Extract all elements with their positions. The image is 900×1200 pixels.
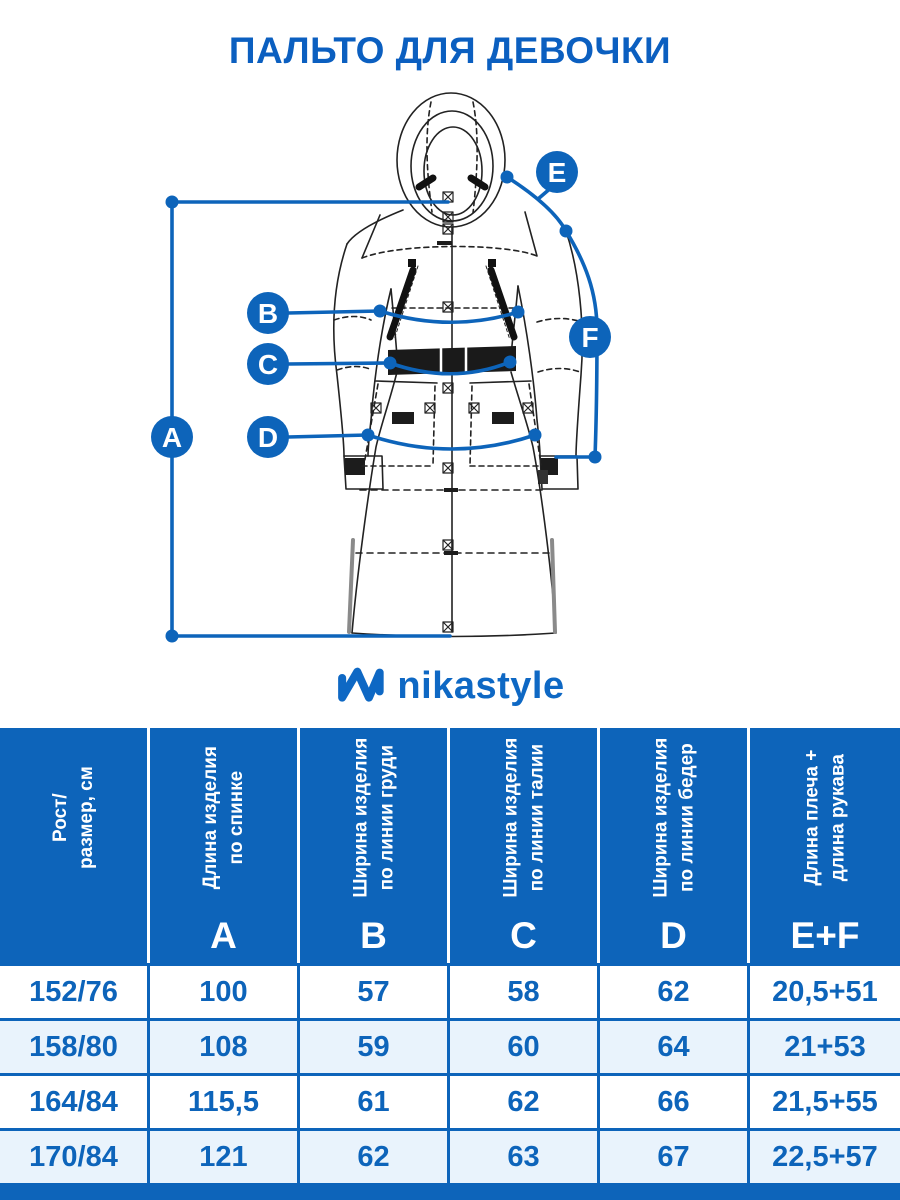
brand-logo-icon [335,662,385,710]
table-row [0,1018,900,1073]
badge-letter-E: E [547,157,567,188]
badge-letter-C: C [257,349,279,380]
header-text: по линии груди [375,744,397,891]
measure-D [288,429,542,450]
badge-letter-D: D [257,422,279,453]
cell-size: 170/84 [0,1131,150,1183]
size-table [0,728,900,1200]
cell-c: 58 [450,966,600,1018]
coat-measurement-diagram [0,80,900,655]
page-title: ПАЛЬТО ДЛЯ ДЕВОЧКИ [228,30,672,71]
cell-size: 164/84 [0,1076,150,1128]
header-letter: C [510,915,537,956]
table-row [0,1128,900,1183]
cell-c: 63 [450,1131,600,1183]
cell-b: 61 [300,1076,450,1128]
table-row [0,963,900,1018]
header-cell-D [600,728,750,963]
header-text: длина рукава [827,753,848,882]
cell-c: 60 [450,1021,600,1073]
waist-belt [388,346,516,375]
header-cell-A [150,728,300,963]
cell-b: 62 [300,1131,450,1183]
header-text: по линии бедер [675,743,697,892]
cell-ef: 21,5+55 [772,1085,878,1118]
header-text: по спинке [225,770,247,865]
cell-ef: 22,5+57 [772,1140,878,1173]
cell-a: 100 [150,966,300,1018]
hood [397,93,505,227]
brand-logo-text: nikastyle [397,664,565,707]
cell-a: 121 [150,1131,300,1183]
header-cell-B [300,728,450,963]
header-text: по линии талии [525,743,547,892]
cell-size: 158/80 [0,1021,150,1073]
header-cell-EF [750,728,900,963]
header-text: Ширина изделия [649,737,671,898]
cell-d: 66 [600,1076,750,1128]
table-bottom-bar [0,1183,900,1200]
coat-body [349,212,556,637]
header-text: Ширина изделия [499,737,521,898]
cell-ef: 20,5+51 [772,975,878,1008]
header-letter: E+F [790,915,860,956]
header-text: Ширина изделия [349,737,371,898]
badge-letter-A: A [161,422,183,453]
measurement-annotations [151,151,611,643]
brand-logo [0,658,900,714]
sleeves [334,177,582,489]
table-row [0,1073,900,1128]
header-cell-C [450,728,600,963]
cell-c: 62 [450,1076,600,1128]
header-letter: B [360,915,387,956]
cell-b: 57 [300,966,450,1018]
header-cell-size [0,728,150,963]
size-table-header [0,728,900,963]
cell-b: 59 [300,1021,450,1073]
cell-d: 67 [600,1131,750,1183]
header-text: размер, см [75,766,97,869]
cell-d: 64 [600,1021,750,1073]
badge-letter-F: F [581,322,599,353]
cell-size: 152/76 [0,966,150,1018]
header-letter: D [660,915,687,956]
badge-letter-B: B [257,298,279,329]
measure-B [288,305,525,323]
cell-d: 62 [600,966,750,1018]
header-text: Рост/ [49,793,71,842]
header-text: Длина изделия [199,745,221,890]
cell-ef: 21+53 [784,1030,866,1063]
cell-a: 115,5 [150,1076,300,1128]
cell-a: 108 [150,1021,300,1073]
header-letter: A [210,915,237,956]
header-text: Длина плеча + [801,749,823,886]
